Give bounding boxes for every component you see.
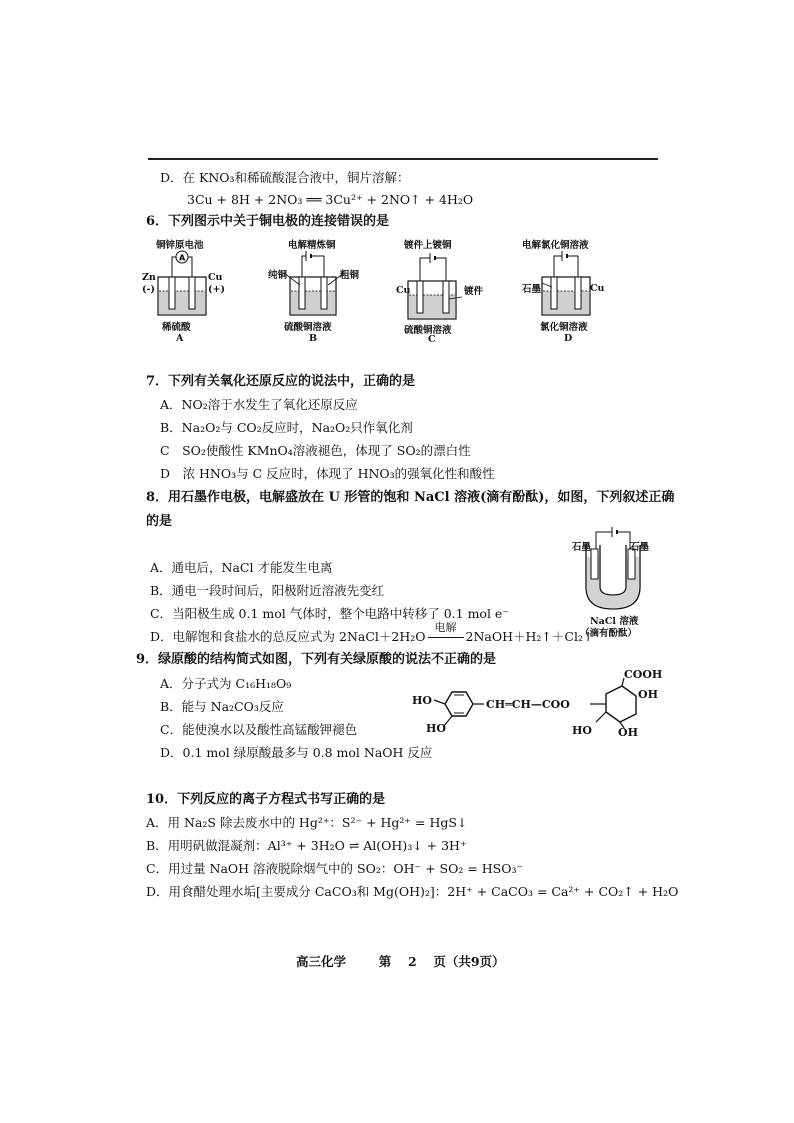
solution-label: 氯化铜溶液	[540, 322, 588, 333]
solution-note: （滴有酚酞）	[580, 628, 638, 639]
top-rule	[148, 158, 658, 160]
diagram-title: 铜锌原电池	[156, 240, 204, 251]
q6-diagram-d	[518, 235, 628, 345]
q6-diagram-b	[262, 235, 372, 345]
diagram-title: 电解精炼铜	[288, 240, 336, 251]
q8-d-condition-text: 电解	[434, 621, 457, 634]
page-footer	[296, 954, 505, 970]
solution-label: NaCl 溶液	[590, 616, 639, 627]
q8-stem-line1: 8．用石墨作电极，电解盛放在 U 形管的饱和 NaCl 溶液(滴有酚酞)，如图，下列叙述正确	[146, 490, 675, 505]
hydroxyl-label-3: OH	[638, 688, 658, 701]
q6-diagram-a	[140, 235, 240, 345]
q10-option-a: A．用 Na₂S 除去废水中的 Hg²⁺：S²⁻ + Hg²⁺ = HgS↓	[146, 815, 468, 830]
footer-page-number: 2	[407, 954, 417, 969]
q9-option-b: B．能与 Na₂CO₃反应	[160, 699, 284, 714]
q7-option-a: A．NO₂溶于水发生了氧化还原反应	[160, 397, 358, 412]
hydroxyl-label-5: OH	[618, 726, 638, 739]
electrode-left-label: 纯铜	[268, 270, 288, 281]
q8-option-b: B．通电一段时间后，阳极附近溶液先变红	[150, 583, 385, 598]
q9-option-d: D．0.1 mol 绿原酸最多与 0.8 mol NaOH 反应	[160, 745, 433, 760]
q8-d-before: D．电解饱和食盐水的总反应式为 2NaCl＋2H₂O	[150, 629, 426, 644]
option-letter: B	[309, 333, 318, 344]
q8-option-a: A．通电后，NaCl 才能发生电离	[150, 560, 333, 575]
cathode-label: 石墨	[630, 542, 650, 553]
electrode-left-label: Cu	[396, 285, 411, 296]
option-letter: C	[428, 334, 436, 345]
anode-label: 石墨	[572, 542, 592, 553]
electrode-left-label: 石墨	[522, 284, 542, 295]
footer-subject: 高三化学	[296, 954, 347, 969]
q8-u-tube-figure	[568, 525, 668, 640]
solution-label: 硫酸铜溶液	[284, 322, 332, 333]
q8-d-after: 2NaOH＋H₂↑＋Cl₂↑	[465, 629, 594, 644]
q9-structure	[410, 668, 670, 744]
q10-option-d: D．用食醋处理水垢[主要成分 CaCO₃和 Mg(OH)₂]：2H⁺ + CaCO₃ = Ca²⁺ + CO₂↑ + H₂O	[146, 884, 679, 899]
hydroxyl-label-4: HO	[572, 724, 592, 737]
diagram-title: 电解氯化铜溶液	[522, 240, 589, 251]
chain-label: CH═CH—COO	[486, 698, 570, 711]
hydroxyl-label-2: HO	[426, 722, 446, 735]
hydroxyl-label: HO	[412, 694, 432, 707]
q10-option-c: C．用过量 NaOH 溶液脱除烟气中的 SO₂：OH⁻ + SO₂ = HSO₃⁻	[146, 861, 524, 876]
electrode-right-label: 镀件	[464, 286, 484, 297]
q8-option-d	[150, 621, 594, 645]
q9-option-c: C．能使溴水以及酸性高锰酸钾褪色	[160, 722, 358, 737]
option-letter: D	[564, 333, 573, 344]
q8-stem-line2: 的是	[146, 514, 173, 529]
ammeter-symbol: A	[179, 253, 186, 263]
electrode-right-label: Cu	[590, 283, 605, 294]
q8-d-condition	[426, 621, 466, 645]
footer-page-post: 页（共9页）	[433, 954, 505, 969]
q7-option-b: B．Na₂O₂与 CO₂反应时，Na₂O₂只作氧化剂	[160, 420, 413, 435]
q5-option-d: D．在 KNO₃和稀硫酸混合液中，铜片溶解：	[160, 170, 410, 185]
q10-stem: 10．下列反应的离子方程式书写正确的是	[146, 792, 386, 807]
q6-stem: 6．下列图示中关于铜电极的连接错误的是	[146, 214, 390, 229]
carboxyl-label: COOH	[624, 668, 663, 681]
q7-option-c: C SO₂使酸性 KMnO₄溶液褪色，体现了 SO₂的漂白性	[160, 443, 471, 458]
electrode-right-label: 粗铜	[340, 270, 360, 281]
electrode-right-label: Cu (+)	[208, 272, 225, 295]
q9-stem: 9．绿原酸的结构简式如图，下列有关绿原酸的说法不正确的是	[136, 652, 497, 667]
q8-option-c: C．当阳极生成 0.1 mol 气体时，整个电路中转移了 0.1 mol e⁻	[150, 606, 509, 621]
solution-label: 稀硫酸	[162, 322, 191, 333]
refining-cell-figure	[262, 247, 372, 319]
condition-arrow	[428, 637, 464, 638]
footer-page-pre: 第	[378, 954, 392, 969]
q7-option-d: D 浓 HNO₃与 C 反应时，体现了 HNO₃的强氧化性和酸性	[160, 466, 495, 481]
option-letter: A	[176, 333, 184, 344]
q5-equation: 3Cu + 8H + 2NO₃ ══ 3Cu²⁺ + 2NO↑ + 4H₂O	[187, 192, 474, 207]
q7-stem: 7．下列有关氧化还原反应的说法中，正确的是	[146, 374, 416, 389]
diagram-title: 镀件上镀铜	[404, 240, 452, 251]
q9-option-a: A．分子式为 C₁₆H₁₈O₉	[160, 676, 292, 691]
q10-option-b: B．用明矾做混凝剂：Al³⁺ + 3H₂O ⇌ Al(OH)₃↓ + 3H⁺	[146, 838, 467, 853]
q6-diagram-c	[392, 235, 502, 345]
solution-label: 硫酸铜溶液	[404, 325, 452, 336]
electrode-left-label: Zn (-)	[142, 272, 156, 295]
